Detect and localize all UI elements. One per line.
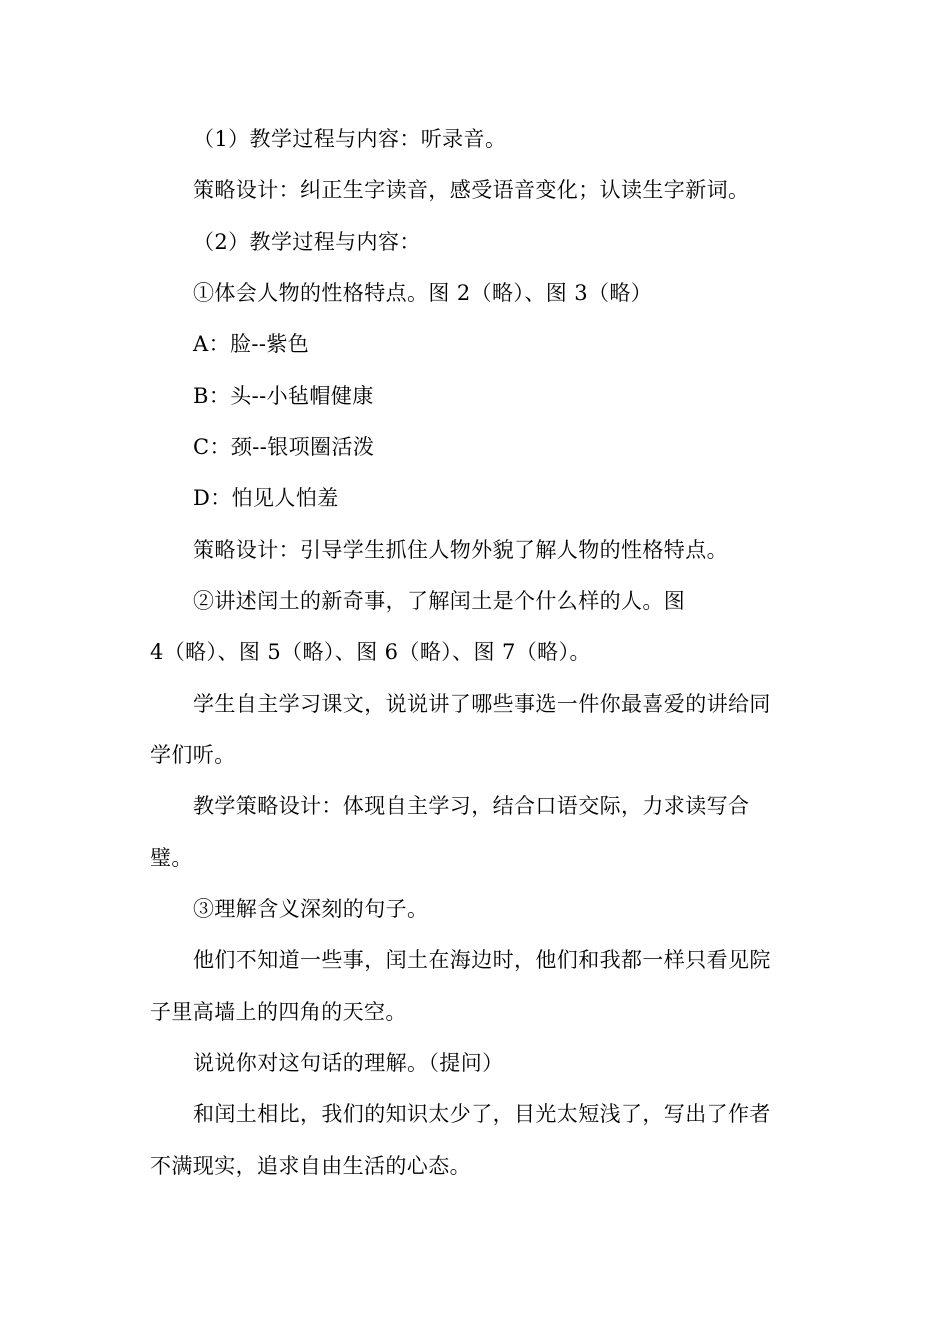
understand-sentence-item: ③理解含义深刻的句子。 — [193, 897, 429, 921]
strategy-design-1: 策略设计：纠正生字读音，感受语音变化；认读生字新词。 — [193, 178, 750, 202]
self-study-line-2: 学们听。 — [150, 743, 236, 767]
teaching-strategy-line-2: 璧。 — [150, 846, 193, 870]
answer-line-1: 和闰土相比，我们的知识太少了，目光太短浅了，写出了作者 — [193, 1102, 771, 1126]
answer-line-2: 不满现实，追求自由生活的心态。 — [150, 1154, 471, 1178]
quote-line-1: 他们不知道一些事，闰土在海边时，他们和我都一样只看见院 — [193, 948, 771, 972]
strategy-design-2: 策略设计：引导学生抓住人物外貌了解人物的性格特点。 — [193, 538, 728, 562]
teaching-strategy-line-1: 教学策略设计：体现自主学习，结合口语交际，力求读写合 — [193, 794, 750, 818]
character-traits-item: ①体会人物的性格特点。图 2（略）、图 3（略） — [193, 281, 653, 305]
self-study-line-1: 学生自主学习课文，说说讲了哪些事选一件你最喜爱的讲给同 — [193, 692, 771, 716]
question-prompt: 说说你对这句话的理解。（提问） — [193, 1051, 504, 1075]
trait-a: A：脸--紫色 — [193, 332, 310, 356]
trait-b: B：头--小毡帽健康 — [193, 384, 374, 408]
quote-line-2: 子里高墙上的四角的天空。 — [150, 1000, 407, 1024]
step-1-heading: （1）教学过程与内容：听录音。 — [193, 127, 507, 151]
trait-c: C：颈--银项圈活泼 — [193, 435, 375, 459]
step-2-heading: （2）教学过程与内容： — [193, 230, 421, 254]
story-item-line-2: 4（略）、图 5（略）、图 6（略）、图 7（略）。 — [150, 640, 591, 664]
trait-d: D：怕见人怕羞 — [193, 486, 339, 510]
story-item-line-1: ②讲述闰土的新奇事，了解闰土是个什么样的人。图 — [193, 589, 686, 613]
